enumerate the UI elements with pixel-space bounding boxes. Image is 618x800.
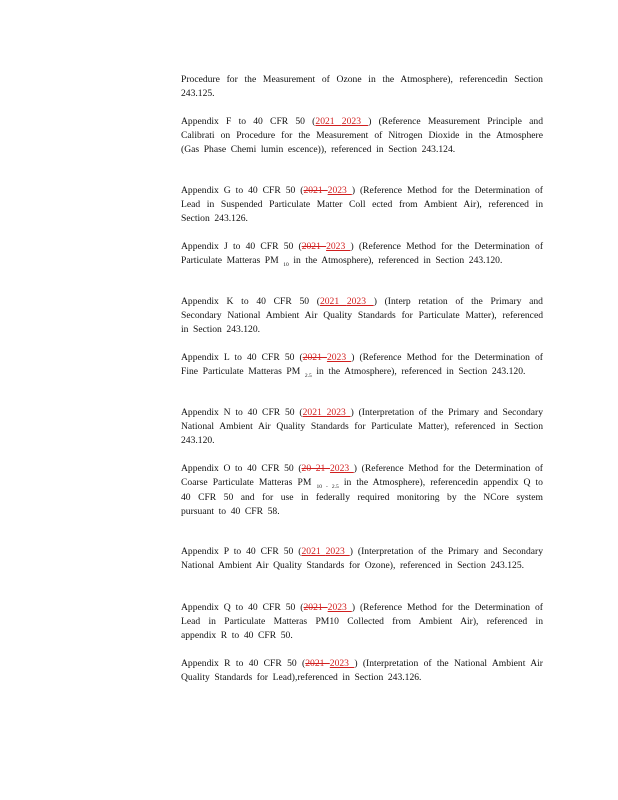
text-run: Procedure for the Measurement of Ozone in the Atmosphere), referenced	[181, 74, 501, 85]
inserted-text: 2023	[325, 546, 350, 557]
subscript-text: 10	[283, 262, 289, 268]
text-run: ) (Reference Method for the Determination of Coarse Particulate Matteras PM	[181, 463, 543, 488]
text-run: ) (Reference Method for the Determination of Lead in Particulate Matteras PM10 Collected from Ambient Air), referenced in appendix R to 40 CFR 50.	[181, 602, 543, 641]
text-run: ) (Interpretation of the Primary and Secondary National Ambient Air Quality Standards for Ozone), referenced in Section 243.125.	[181, 546, 543, 571]
paragraph-appendix-p	[181, 545, 543, 573]
subscript-text: 2.5	[304, 373, 312, 379]
paragraph-appendix-q	[181, 601, 543, 643]
text-run: ) (Interpretation of the Primary and Secondary National Ambient Air Quality Standards for Particulate Matter), referenced in Section 243.120.	[181, 407, 543, 446]
paragraph-appendix-g	[181, 184, 543, 226]
paragraph-appendix-j	[181, 240, 543, 269]
text-run: Appendix Q to 40 CFR 50 (	[181, 602, 304, 613]
deleted-text: 2021	[303, 602, 328, 613]
inserted-text: 2023	[329, 658, 355, 669]
text-run: ) (Reference Method for the Determination of Lead in Suspended Particulate Matter Coll ected from Ambient Air), referenced in Section 243.126.	[181, 185, 543, 224]
inserted-text: 2023	[329, 463, 354, 474]
deleted-text: 2021	[301, 241, 327, 252]
text-run: in the Atmosphere), referenced in Section 243.120.	[311, 366, 526, 377]
text-run: Appendix J to 40 CFR 50 (	[181, 241, 302, 252]
inserted-text: 2023	[326, 352, 352, 363]
text-run: Appendix N to 40 CFR 50 (	[181, 407, 303, 418]
text-run: Appendix G to 40 CFR 50 (	[181, 185, 304, 196]
inserted-text: 2021	[315, 116, 342, 127]
text-run: Appendix L to 40 CFR 50 (	[181, 352, 303, 363]
inserted-text: 2021	[302, 407, 327, 418]
text-run: Appendix K to 40 CFR 50 (	[181, 296, 320, 307]
text-run: Appendix P to 40 CFR 50 (	[181, 546, 302, 557]
inserted-text: 2023	[326, 407, 351, 418]
text-run: ) (Interpretation of the National Ambient Air Quality Standards for Lead),referenced in Section 243.126.	[181, 658, 543, 683]
inserted-text: 2023	[327, 602, 352, 613]
deleted-text: 2021	[302, 352, 327, 363]
paragraph-appendix-k	[181, 295, 543, 337]
inserted-text: 2023	[327, 185, 352, 196]
subscript-text: 10 - 2.5	[316, 484, 339, 490]
deleted-text: 2021	[303, 185, 328, 196]
text-run: in the Atmosphere), referencedin appendix Q to 40 CFR 50 and for use in federally required monitoring by the NCore system pursuant to 40 CFR 58.	[181, 477, 543, 517]
paragraph-appendix-f	[181, 115, 543, 157]
text-run: in Section 243.125.	[181, 74, 543, 99]
text-run: in the Atmosphere), referenced in Section 243.120.	[288, 255, 503, 266]
paragraph-appendix-r	[181, 657, 543, 685]
paragraph-ozone-procedure	[181, 73, 543, 101]
text-run: ) (Reference Method for the Determination of Particulate Matteras PM	[181, 241, 544, 266]
paragraph-appendix-n	[181, 406, 543, 448]
text-run: Appendix R to 40 CFR 50 (	[181, 658, 306, 669]
text-run: ) (Interp retation of the Primary and Secondary National Ambient Air Quality Standards for Particulate Matter), referenced in Section 243.120.	[181, 296, 543, 335]
text-run: ) (Reference Measurement Principle and Calibrati on Procedure for the Measurement of Nitrogen Dioxide in the Atmosphere (Gas Phase Chemi lumin escence)), referenced in Section 243.124.	[181, 116, 543, 155]
inserted-text: 2021	[319, 296, 347, 307]
paragraph-appendix-o	[181, 462, 543, 519]
inserted-text: 2023	[346, 296, 374, 307]
text-run: Appendix F to 40 CFR 50 (	[181, 116, 316, 127]
inserted-text: 2023	[326, 241, 351, 252]
deleted-text: 2021	[305, 658, 330, 669]
inserted-text: 2023	[341, 116, 369, 127]
deleted-text: 20 21	[301, 463, 330, 474]
paragraph-appendix-l	[181, 351, 543, 380]
text-run: Appendix O to 40 CFR 50 (	[181, 463, 302, 474]
text-run: ) (Reference Method for the Determination of Fine Particulate Matteras PM	[181, 352, 543, 377]
inserted-text: 2021	[301, 546, 326, 557]
